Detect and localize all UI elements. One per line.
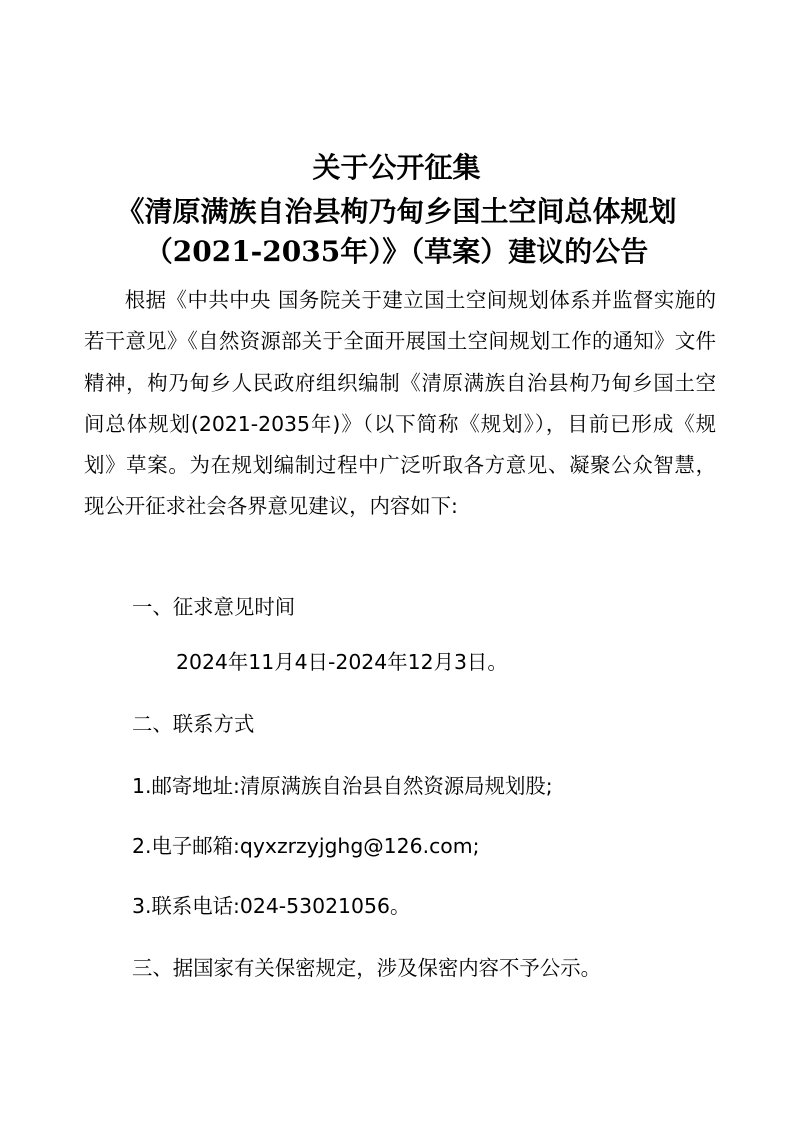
intro-paragraph: 根据《中共中央 国务院关于建立国土空间规划体系并监督实施的若干意见》《自然资源部关于全面开展国土空间规划工作的通知》文件精神，枸乃甸乡人民政府组织编制《清原满族自治县枸乃甸乡国土空间总体规划(2021-2035年)》（以下简称《规划》），目前已形成《规划》草案。为在规划编制过程中广泛听取各方意见、凝聚公众智慧，现公开征求社会各界意见建议，内容如下: — [84, 288, 716, 519]
section-heading-confidentiality: 三、据国家有关保密规定，涉及保密内容不予公示。 — [132, 956, 601, 980]
title-line-2: 《清原满族自治县枸乃甸乡国土空间总体规划 — [116, 195, 677, 228]
title-line-3: （2021-2035年）》（草案）建议的公告 — [144, 235, 649, 268]
contact-email: 2.电子邮箱:qyxzrzyjghg@126.com; — [132, 834, 480, 858]
title-line-1: 关于公开征集 — [312, 151, 481, 184]
section-heading-contact: 二、联系方式 — [132, 712, 255, 736]
consultation-dates: 2024年11月4日-2024年12月3日。 — [176, 650, 508, 674]
contact-phone: 3.联系电话:024-53021056。 — [132, 894, 411, 918]
section-heading-time: 一、征求意见时间 — [132, 595, 296, 619]
contact-mail-address: 1.邮寄地址:清原满族自治县自然资源局规划股; — [132, 774, 553, 798]
